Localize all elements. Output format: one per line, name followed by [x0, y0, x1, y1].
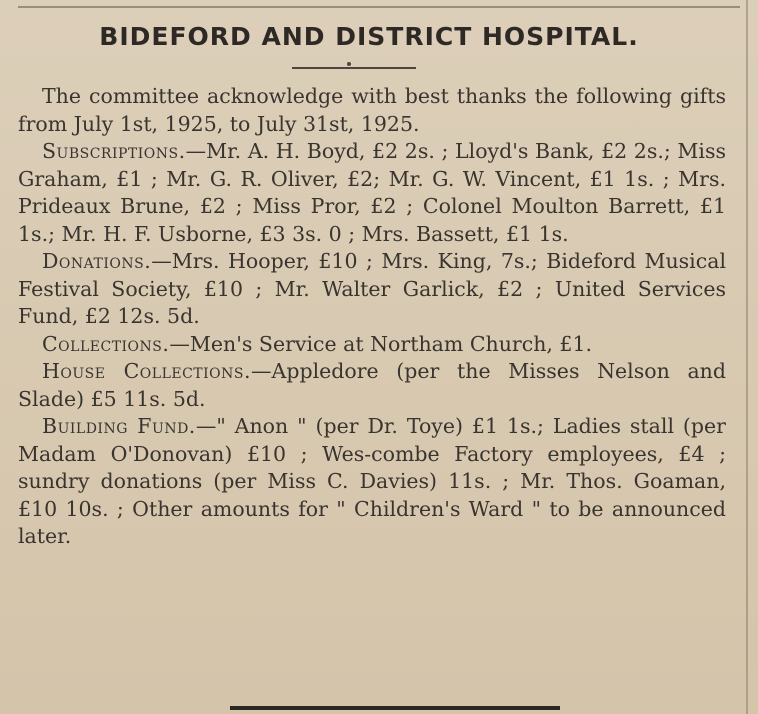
- house-collections-text: —Appledore (per the Misses Nelson and Slade) £5 11s. 5d.: [18, 359, 726, 411]
- collections-heading: Collections.: [42, 331, 170, 356]
- intro-paragraph: The committee acknowledge with best thanks the following gifts from July 1st, 1925, to July 31st, 1925.: [18, 84, 726, 136]
- donations-paragraph: [18, 248, 726, 331]
- column-edge-rule: [746, 0, 748, 714]
- title-rule-ornament: [347, 62, 351, 66]
- house-collections-paragraph: [18, 358, 726, 413]
- collections-text: —Men's Service at Northam Church, £1.: [169, 331, 593, 356]
- bottom-rule: [230, 706, 560, 710]
- building-fund-paragraph: [18, 413, 726, 551]
- collections-paragraph: [18, 331, 726, 359]
- building-fund-text: —" Anon " (per Dr. Toye) £1 1s.; Ladies stall (per Madam O'Donovan) £10 ; Wes-combe Factory employees, £4 ; sundry donations (per Miss C. Davies) 11s. ; Mr. Thos. Goaman, £10 10s. ; Other amounts for " Children's Ward " to be announced later.: [18, 414, 726, 548]
- donations-heading: Donations.: [42, 249, 152, 273]
- article-body: [18, 83, 726, 551]
- subscriptions-paragraph: [18, 138, 726, 248]
- top-rule: [18, 6, 740, 8]
- article-title: BIDEFORD AND DISTRICT HOSPITAL.: [99, 22, 639, 51]
- title-underline: [292, 67, 416, 69]
- subscriptions-heading: Subscriptions.: [42, 139, 186, 163]
- subscriptions-text: —Mr. A. H. Boyd, £2 2s. ; Lloyd's Bank, £2 2s.; Miss Graham, £1 ; Mr. G. R. Oliver, £2; Mr. G. W. Vincent, £1 1s. ; Mrs. Prideaux Brune, £2 ; Miss Pror, £2 ; Colonel Moulton Barrett, £1 1s.; Mr. H. F. Usborne, £3 3s. 0 ; Mrs. Bassett, £1 1s.: [18, 139, 726, 246]
- building-fund-heading: Building Fund.: [42, 414, 196, 438]
- donations-text: —Mrs. Hooper, £10 ; Mrs. King, 7s.; Bideford Musical Festival Society, £10 ; Mr. Walter Garlick, £2 ; United Services Fund, £2 12s. 5d.: [18, 249, 726, 328]
- house-collections-heading: House Collections.: [42, 359, 252, 383]
